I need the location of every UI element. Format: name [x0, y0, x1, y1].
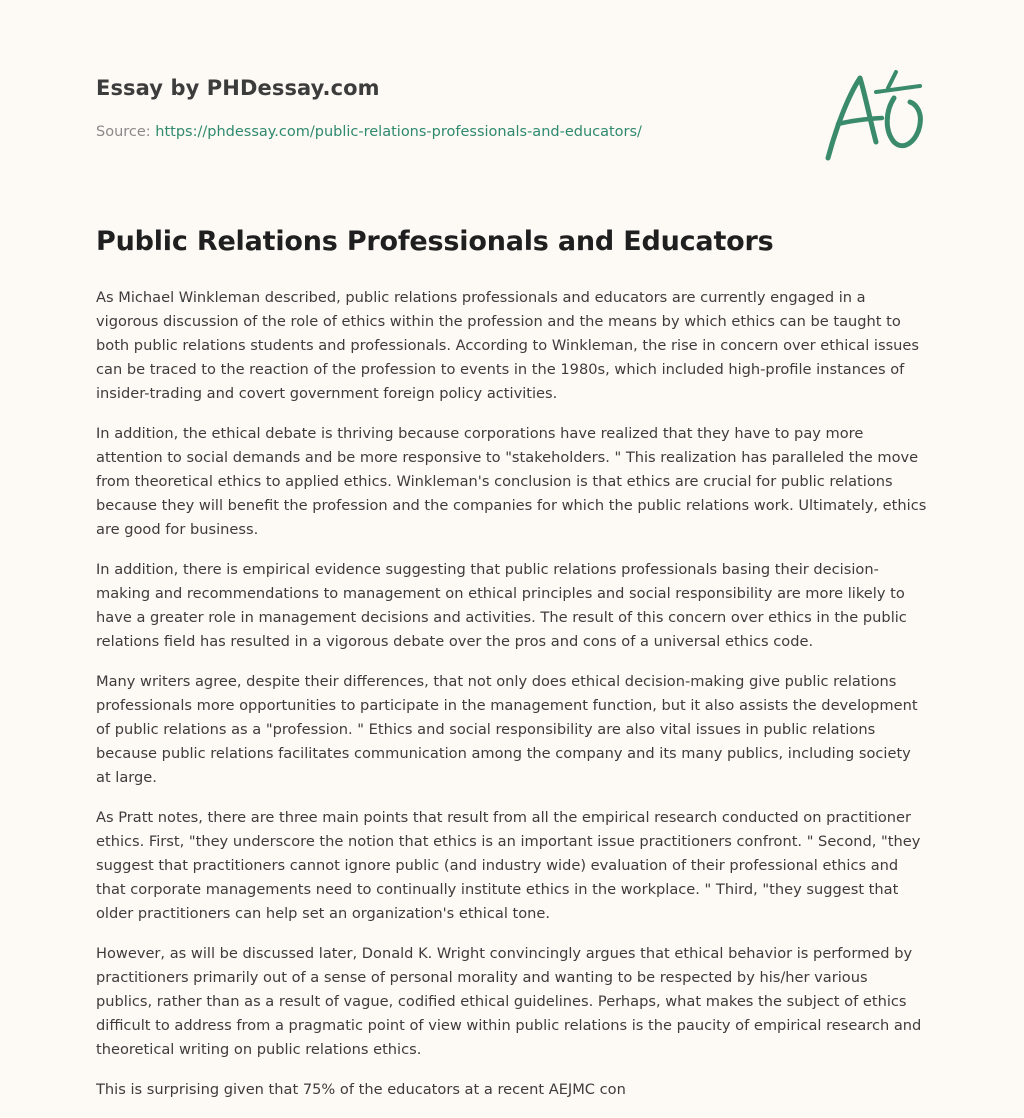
essay-paragraph: As Michael Winkleman described, public relations professionals and educators are currently engaged in a vigorous discussion of the role of ethics within the profession and the means by which ethics can be taught to both public relations students and professionals. According to Winkleman, the rise in concern over ethical issues can be traced to the reaction of the profession to events in the 1980s, which included high-profile instances of insider-trading and covert government foreign policy activities. [96, 289, 920, 402]
site-brand: Essay by PHDessay.com [96, 76, 380, 100]
a-plus-logo-icon [824, 68, 928, 166]
essay-paragraph: In addition, the ethical debate is thriving because corporations have realized that they have to pay more attention to social demands and be more responsive to "stakeholders. " This realization has paralleled the move from theoretical ethics to applied ethics. Winkleman's conclusion is that ethics are crucial for public relations because they will benefit the profession and the companies for which the public relations work. Ultimately, ethics are good for business. [96, 425, 927, 538]
source-label: Source: [96, 124, 151, 140]
essay-paragraph: However, as will be discussed later, Donald K. Wright convincingly argues that ethical behavior is performed by practitioners primarily out of a sense of personal morality and wanting to be respected by his/her various publics, rather than as a result of vague, codified ethical guidelines. Perhaps, what makes the subject of ethics difficult to address from a pragmatic point of view within public relations is the paucity of empirical research and theoretical writing on public relations ethics. [96, 945, 922, 1058]
essay-paragraph: As Pratt notes, there are three main points that result from all the empirical research conducted on practitioner ethics. First, "they underscore the notion that ethics is an important issue practitioners confront. " Second, "they suggest that practitioners cannot ignore public (and industry wide) evaluation of their professional ethics and that corporate managements need to continually institute ethics in the workplace. " Third, "they suggest that older practitioners can help set an organization's ethical tone. [96, 809, 921, 922]
essay-title: Public Relations Professionals and Educators [96, 226, 774, 257]
source-link[interactable]: https://phdessay.com/public-relations-professionals-and-educators/ [155, 124, 642, 140]
source-line [96, 124, 642, 140]
essay-paragraph: In addition, there is empirical evidence suggesting that public relations professionals basing their decision-making and recommendations to management on ethical principles and social responsibility are more likely to have a greater role in management decisions and activities. The result of this concern over ethics in the public relations field has resulted in a vigorous debate over the pros and cons of a universal ethics code. [96, 561, 907, 650]
essay-paragraph: This is surprising given that 75% of the educators at a recent AEJMC con [96, 1081, 626, 1098]
essay-body [96, 286, 928, 1118]
essay-paragraph: Many writers agree, despite their differences, that not only does ethical decision-making give public relations professionals more opportunities to participate in the management function, but it also assists the development of public relations as a "profession. " Ethics and social responsibility are also vital issues in public relations because public relations facilitates communication among the company and its many publics, including society at large. [96, 673, 918, 786]
